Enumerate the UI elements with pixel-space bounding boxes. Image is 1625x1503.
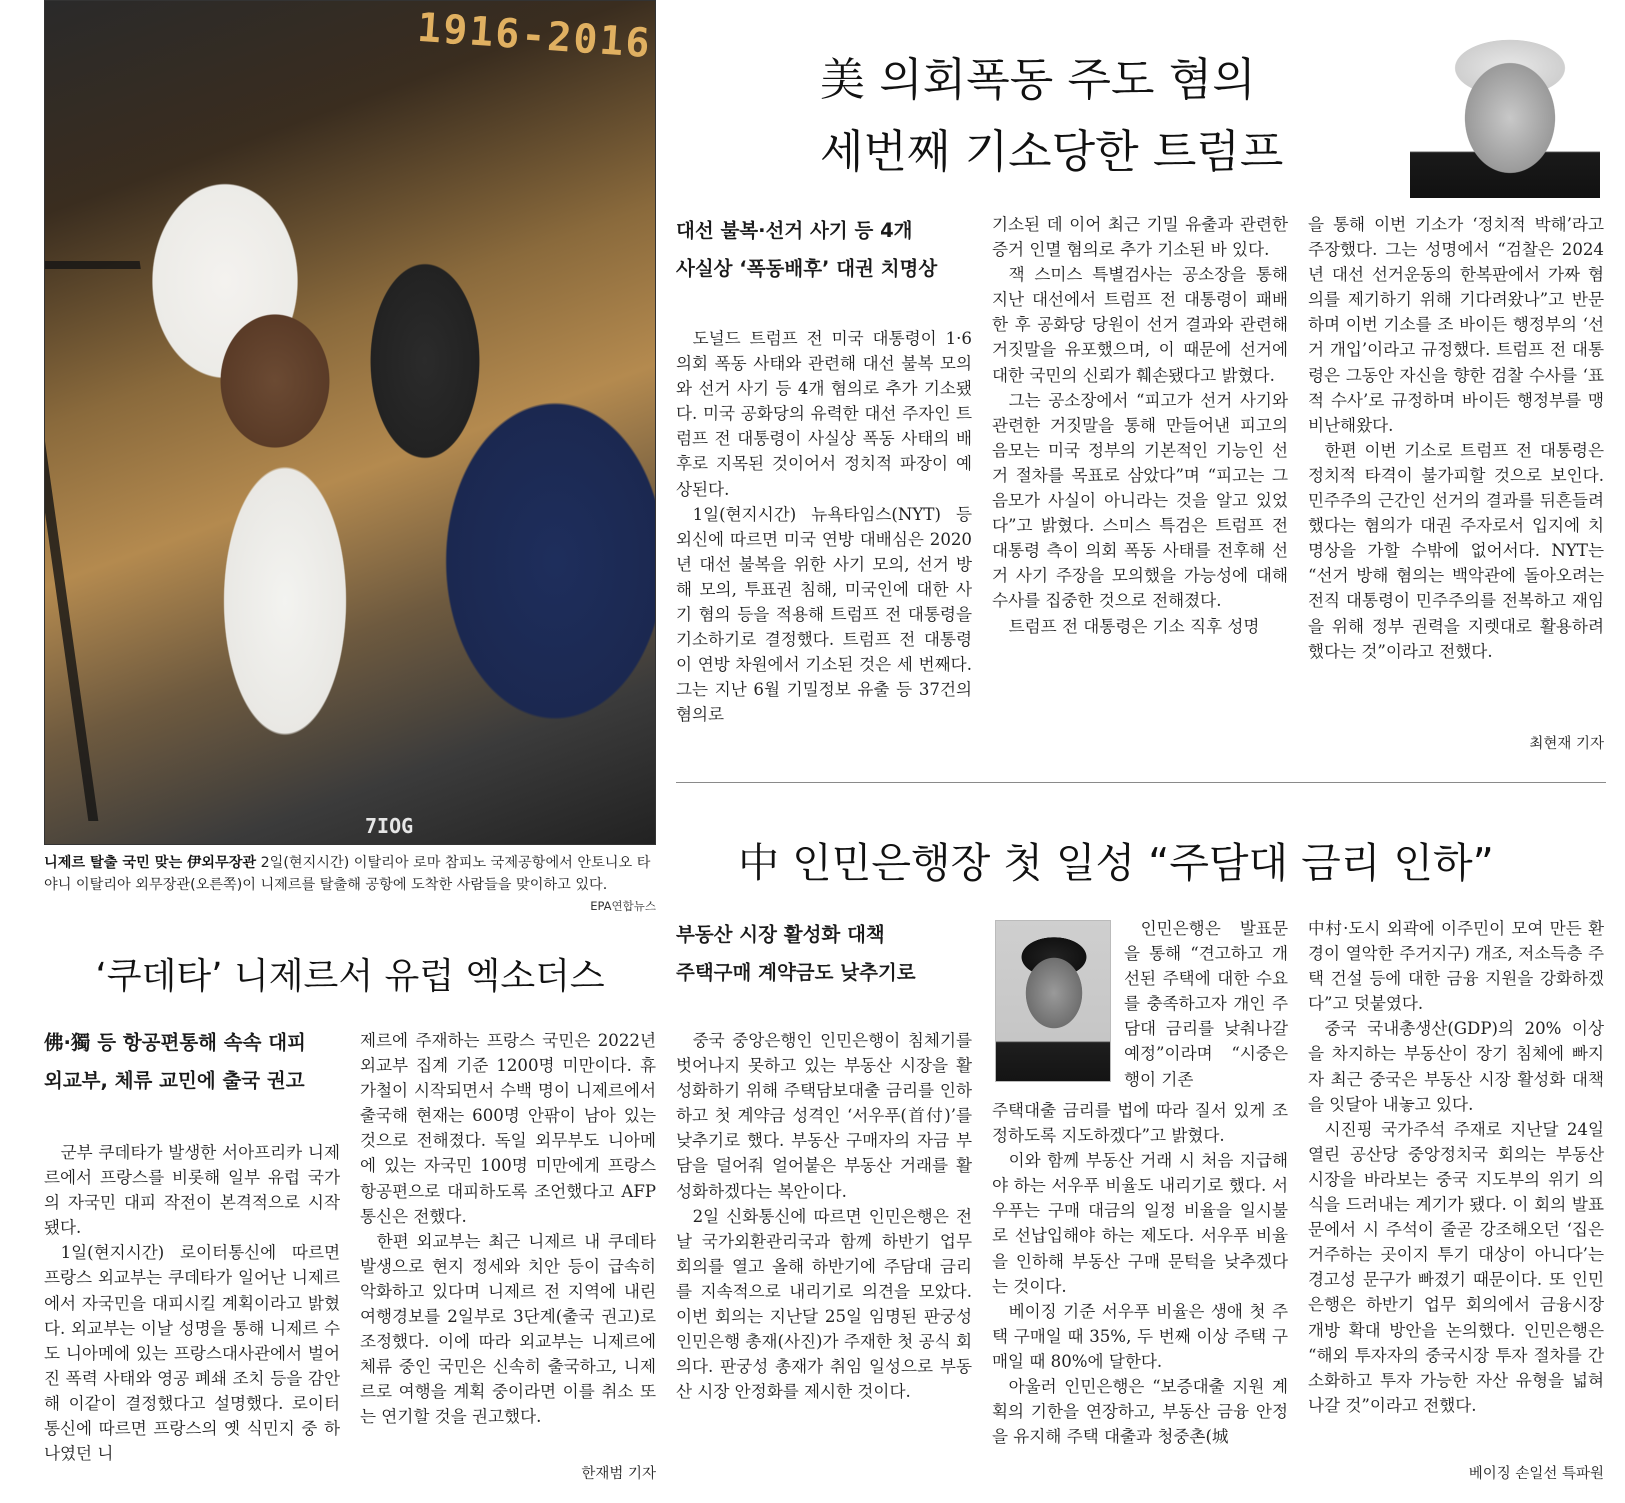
photo-overlay-year: 1916-2016: [415, 4, 654, 68]
caption-title: 니제르 탈출 국민 맞는 伊외무장관: [44, 855, 257, 871]
paragraph: 시진핑 국가주석 주재로 지난달 24일 열린 공산당 중앙정치국 회의는 부동산 시장을 바라보는 중국 지도부의 위기 의식을 드러내는 계기가 됐다. 이 회의 발표문에서 시 주석이 줄곧 강조해오던 ‘집은 거주하는 곳이지 투기 대상이 아니다’는 경고성 문구가 빠졌기 때문이다. 또 인민은행은 하반기 업무 회의에서 금융시장 개방 확대 방안을 논의했다. 인민은행은 “해외 투자자의 중국시장 투자 절차를 간소화하고 투자 가능한 자산 유형을 넓혀나갈 것”이라고 전했다.: [1308, 1119, 1604, 1415]
paragraph: 도널드 트럼프 전 미국 대통령이 1·6 의회 폭동 사태와 관련해 대선 불복 모의와 선거 사기 등 4개 혐의로 추가 기소됐다. 미국 공화당의 유력한 대선 주자인 트럼프 전 대통령이 사실상 폭동 사태의 배후로 지목된 것이어서 정치적 파장이 예상된다.: [676, 329, 972, 499]
china-col-2: [992, 1098, 1288, 1449]
china-col-1: [676, 1028, 972, 1404]
trump-col-1: [676, 326, 972, 728]
china-col-2-wrap: [1124, 916, 1288, 1092]
niger-subhead-line1: 佛·獨 등 항공편통해 속속 대피: [44, 1031, 306, 1054]
paragraph: 중국 중앙은행인 인민은행이 침체기를 벗어나지 못하고 있는 부동산 시장을 활성화하기 위해 주택담보대출 금리를 인하하고 첫 계약금 성격인 ‘서우푸(首付)’를 낮추기로 했다. 부동산 구매자의 자금 부담을 덜어줘 얼어붙은 부동산 거래를 활성화하겠다는 복안이다.: [676, 1031, 972, 1201]
section-divider: [676, 782, 1606, 783]
trump-portrait: [1410, 30, 1600, 198]
paragraph: 잭 스미스 특별검사는 공소장을 통해 지난 대선에서 트럼프 전 대통령이 패배한 후 공화당 당원이 선거 결과와 관련해 거짓말을 유포했으며, 이 때문에 선거에 대한 국민의 신뢰가 훼손됐다고 밝혔다.: [992, 265, 1288, 385]
paragraph: 중국 국내총생산(GDP)의 20% 이상을 차지하는 부동산이 장기 침체에 빠지자 최근 중국은 부동산 시장 활성화 대책을 잇달아 내놓고 있다.: [1308, 1019, 1604, 1114]
niger-headline: ‘쿠데타’ 니제르서 유럽 엑소더스: [95, 956, 605, 997]
china-subhead-line2: 주택구매 계약금도 낮추기로: [676, 961, 916, 984]
photo-stair-text: 7IOG: [365, 814, 414, 838]
trump-headline-line1: 美 의회폭동 주도 혐의: [820, 53, 1256, 106]
trump-byline: 최현재 기자: [1529, 736, 1604, 752]
photo-caption: [44, 852, 656, 896]
paragraph: 주택대출 금리를 법에 따라 질서 있게 조정하도록 지도하겠다”고 밝혔다.: [992, 1101, 1288, 1146]
paragraph: 인민은행은 발표문을 통해 “견고하고 개선된 주택에 대한 수요를 충족하고자 개인 주담대 금리를 낮춰나갈 예정”이라며 “시중은행이 기존: [1124, 919, 1288, 1089]
paragraph: 2일 신화통신에 따르면 인민은행은 전날 국가외환관리국과 함께 하반기 업무 회의를 열고 올해 하반기에 주담대 금리를 지속적으로 내리기로 의견을 모았다. 이번 회의는 지난달 25일 임명된 판궁성 인민은행 총재(사진)가 주재한 첫 공식 회의다. 판궁성 총재가 취임 일성으로 부동산 시장 안정화를 제시한 것이다.: [676, 1206, 972, 1402]
china-headline: 中 인민은행장 첫 일성 “주담대 금리 인하”: [738, 839, 1494, 887]
paragraph: 1일(현지시간) 뉴욕타임스(NYT) 등 외신에 따르면 미국 연방 대배심은 2020년 대선 불복을 위한 사기 모의, 선거 방해 모의, 투표권 침해, 미국인에 대한 사기 혐의 등을 적용해 트럼프 전 대통령을 기소하기로 결정했다. 트럼프 전 대통령이 연방 차원에서 기소된 것은 세 번째다. 그는 지난 6월 기밀정보 유출 등 37건의 혐의로: [676, 504, 972, 725]
niger-col-1: [44, 1140, 340, 1466]
paragraph: 군부 쿠데타가 발생한 서아프리카 니제르에서 프랑스를 비롯해 일부 유럽 국가의 자국민 대피 작전이 본격적으로 시작됐다.: [44, 1143, 340, 1238]
paragraph: 트럼프 전 대통령은 기소 직후 성명: [1008, 616, 1260, 636]
paragraph: 한편 외교부는 최근 니제르 내 쿠데타 발생으로 현지 정세와 치안 등이 급속히 악화하고 있다며 니제르 전 지역에 내린 여행경보를 2일부로 3단계(출국 권고)로 조정했다. 이에 따라 외교부는 니제르에 체류 중인 국민은 신속히 출국하고, 니제르로 여행을 계획 중이라면 이를 취소 또는 연기할 것을 권고했다.: [360, 1231, 656, 1427]
paragraph: 이와 함께 부동산 거래 시 처음 지급해야 하는 서우푸 비율도 내리기로 했다. 서우푸는 구매 대금의 일정 비율을 일시불로 선납입해야 하는 제도다. 서우푸 비율을 인하해 부동산 구매 문턱을 낮추겠다는 것이다.: [992, 1151, 1288, 1296]
paragraph: 1일(현지시간) 로이터통신에 따르면 프랑스 외교부는 쿠데타가 일어난 니제르에서 자국민을 대피시킬 계획이라고 밝혔다. 외교부는 이날 성명을 통해 니제르 수도 니아메에 있는 프랑스대사관에서 벌어진 폭력 사태와 영공 폐쇄 조치 등을 감안해 이같이 결정했다고 설명했다. 로이터통신에 따르면 프랑스의 옛 식민지 중 하나였던 니: [44, 1243, 340, 1464]
china-byline: 베이징 손일선 특파원: [1468, 1466, 1604, 1482]
paragraph: 한편 이번 기소로 트럼프 전 대통령은 정치적 타격이 불가피할 것으로 보인다. 민주주의 근간인 선거의 결과를 뒤흔들려 했다는 혐의가 대권 주자로서 입지에 치명상을 가할 수밖에 없어서다. NYT는 “선거 방해 혐의는 백악관에 돌아오려는 전직 대통령이 민주주의를 전복하고 재임을 위해 정부 권력을 지렛대로 활용하려 했다는 것”이라고 전했다.: [1308, 440, 1604, 661]
paragraph: 그는 공소장에서 “피고가 선거 사기와 관련한 거짓말을 통해 만들어낸 피고의 음모는 미국 정부의 기본적인 기능인 선거 절차를 목표로 삼았다”며 “피고는 그 음모가 사실이 아니라는 것을 알고 있었다”고 밝혔다. 스미스 특검은 트럼프 전 대통령 측이 의회 폭동 사태를 전후해 선거 사기 주장을 모의했을 가능성에 대해 수사를 집중한 것으로 전해졌다.: [992, 390, 1288, 611]
caption-body: 2일(현지시간) 이탈리아 로마 참피노 국제공항에서 안토니오 타야니 이탈리아 외무장관(오른쪽)이 니제르를 탈출해 공항에 도착한 사람들을 맞이하고 있다.: [44, 855, 651, 893]
niger-col-2: [360, 1028, 656, 1430]
paragraph: 베이징 기준 서우푸 비율은 생애 첫 주택 구매일 때 35%, 두 번째 이상 주택 구매일 때 80%에 달한다.: [992, 1301, 1288, 1371]
niger-subhead: [44, 1024, 306, 1100]
niger-subhead-line2: 외교부, 체류 교민에 출국 권고: [44, 1069, 305, 1092]
paragraph: 제르에 주재하는 프랑스 국민은 2022년 외교부 집계 기준 1200명 미만이다. 휴가철이 시작되면서 수백 명이 니제르에서 출국해 현재는 600명 안팎이 남아 있는 것으로 전해졌다. 독일 외무부도 니아메에 있는 자국민 100명 미만에게 프랑스 항공편으로 대피하도록 조언했다고 AFP통신은 전했다.: [360, 1031, 656, 1226]
trump-subhead-line1: 대선 불복·선거 사기 등 4개: [676, 219, 913, 242]
china-subhead-line1: 부동산 시장 활성화 대책: [676, 923, 885, 946]
niger-byline: 한재범 기자: [581, 1466, 656, 1482]
china-col-3: [1308, 916, 1604, 1418]
trump-headline: [820, 44, 1283, 188]
news-photo-niger-evacuees: [44, 0, 656, 845]
trump-subhead: [676, 212, 937, 288]
pan-gongsheng-portrait: [995, 920, 1111, 1082]
paragraph: 아울러 인민은행은 “보증대출 지원 계획의 기한을 연장하고, 부동산 금융 안정을 유지해 주택 대출과 청중촌(城: [992, 1377, 1288, 1447]
china-subhead: [676, 916, 916, 992]
trump-col-2: [992, 212, 1288, 639]
trump-headline-line2: 세번째 기소당한 트럼프: [820, 125, 1284, 178]
paragraph: 기소된 데 이어 최근 기밀 유출과 관련한 증거 인멸 혐의로 추가 기소된 바 있다.: [992, 215, 1288, 260]
escalator-rail: [44, 261, 218, 821]
trump-col-3: [1308, 212, 1604, 664]
paragraph: 中村·도시 외곽에 이주민이 모여 만든 환경이 열악한 주거지구) 개조, 저소득층 주택 건설 등에 대한 금융 지원을 강화하겠다”고 덧붙였다.: [1308, 919, 1604, 1014]
photo-credit: EPA연합뉴스: [590, 899, 656, 913]
paragraph: 을 통해 이번 기소가 ‘정치적 박해’라고 주장했다. 그는 성명에서 “검찰은 2024년 대선 선거운동의 한복판에서 가짜 혐의를 제기하기 위해 기다려왔나”고 반문하며 이번 기소를 조 바이든 행정부의 ‘선거 개입’이라고 규정했다. 트럼프 전 대통령은 그동안 자신을 향한 검찰 수사를 ‘표적 수사’로 규정하며 바이든 행정부를 맹비난해왔다.: [1308, 215, 1604, 435]
trump-subhead-line2: 사실상 ‘폭동배후’ 대권 치명상: [676, 257, 938, 280]
